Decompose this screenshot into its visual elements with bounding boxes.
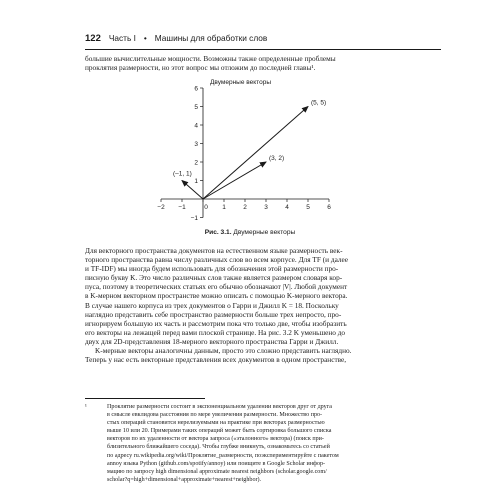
figure-label: Рис. 3.1. — [204, 229, 232, 236]
footnote-line: scholar?q=high+dimensional+approximate+nearest+neighbor). — [107, 476, 262, 483]
vector-label: (5, 5) — [311, 99, 327, 107]
x-tick-label: 1 — [222, 204, 226, 211]
chapter-title: Машины для обработки слов — [154, 33, 268, 43]
footnote-line: стых операций становится нерелизуемыми на практике при векторах размерностью — [107, 420, 325, 427]
footnote-line: мацию по запросу high dimensional approximate nearest neighbors (scholar.google.com/ — [107, 468, 327, 475]
y-tick-label: −1 — [190, 214, 198, 222]
text-line: двух для 2D-представления 18-мерного векторного пространства Гарри и Джилл. — [85, 336, 339, 346]
y-tick-label: 1 — [194, 177, 198, 185]
vector-arrow — [203, 107, 308, 200]
x-tick-label: 5 — [306, 204, 310, 211]
vector-label: (3, 2) — [269, 155, 285, 162]
text-line: наглядно представить себе пространство размерности больше трех непросто, про- — [85, 309, 342, 319]
chart-title: Двумерные векторы — [210, 79, 271, 86]
text-line: и TF-IDF) мы иногда будем использовать для обозначения этой размерности про- — [85, 264, 339, 274]
y-tick-label: 2 — [194, 159, 198, 167]
text-line: K-мерные векторы аналогичны данным, просто это сложно представить наглядно. — [95, 346, 352, 356]
chapter-label: Часть I — [108, 33, 136, 43]
footnote-line: в смысле евклидова расстояния по мере увеличения размерности. Множество про- — [107, 412, 323, 419]
vector-label: (–1, 1) — [173, 170, 192, 178]
footnote-line: Проклятие размерности состоит в экспоненциальном удалении векторов друг от друга — [107, 404, 332, 410]
y-tick-label: 6 — [194, 85, 198, 93]
vector-chart — [0, 0, 500, 240]
footnote — [85, 403, 441, 484]
footnote-line: выше 10 или 20. Примерами таких операций может быть сортировка большого списка — [107, 428, 332, 435]
vector-arrow — [182, 181, 203, 200]
body-paragraph — [85, 246, 441, 364]
x-tick-label: 3 — [264, 204, 268, 211]
x-tick-label: 6 — [327, 204, 331, 211]
text-line: В случае нашего корпуса из трех документов о Гарри и Джилл K = 18. Поскольку — [85, 300, 339, 310]
header-bullet: • — [143, 33, 147, 43]
page-number: 122 — [85, 33, 101, 44]
y-tick-label: 4 — [194, 122, 198, 130]
text-line: пуса, поэтому в теоретических статьях его обычно обозначают |V|. Любой документ — [85, 282, 348, 292]
vector-arrow — [203, 162, 266, 199]
x-tick-label: −1 — [178, 204, 186, 211]
text-line: его векторы на лежащей перед вами плоской странице. На рис. 3.2 K уменьшено до — [85, 327, 346, 337]
x-tick-label: 4 — [285, 204, 289, 211]
y-tick-label: 5 — [194, 103, 198, 111]
text-line: писную букву K. Это число различных слов также является размером словаря кор- — [85, 273, 343, 283]
footnote-line: по адресу ru.wikipedia.org/wiki/Проклятие_размерности, поэкспериментируйте с пакетом — [107, 452, 339, 459]
footnote-line: векторов по их удаленности от вектора запроса («эталонного» вектора) (поиск при- — [107, 436, 324, 443]
x-tick-label: 2 — [243, 204, 247, 211]
footnote-rule — [85, 398, 205, 399]
y-tick-label: 3 — [194, 140, 198, 148]
text-line: игнорируем большую их часть и рассмотрим пока что только две, чтобы изобразить — [85, 318, 347, 328]
text-line: Для векторного пространства документов на естественном языке размерность век- — [85, 246, 343, 255]
text-line: Теперь у нас есть векторные представления всех документов в одном пространстве, — [85, 355, 347, 365]
footnote-line: annoy языка Python (github.com/spotify/annoy) или поищите в Google Scholar инфор- — [107, 460, 326, 467]
text-line: большие вычислительные мощности. Возможны также определенные проблемы — [85, 54, 336, 63]
x-tick-label: −2 — [157, 204, 165, 211]
footnote-mark: ¹ — [85, 404, 87, 410]
figure-caption — [0, 229, 500, 236]
figure-caption-text: Двумерные векторы — [233, 229, 296, 236]
text-line: в K-мерном векторном пространстве можно описать с помощью K-мерного вектора. — [85, 291, 348, 301]
text-line: проклятия размерности, но этот вопрос мы отложим до последней главы¹. — [85, 63, 316, 73]
text-line: торного пространства равна числу различных слов во всем корпусе. Для TF (и далее — [85, 255, 349, 265]
x-tick-label: 0 — [204, 204, 208, 211]
footnote-line: близительного ближайшего соседа). Чтобы глубже вникнуть, ознакомьтесь со статьей — [107, 444, 330, 451]
